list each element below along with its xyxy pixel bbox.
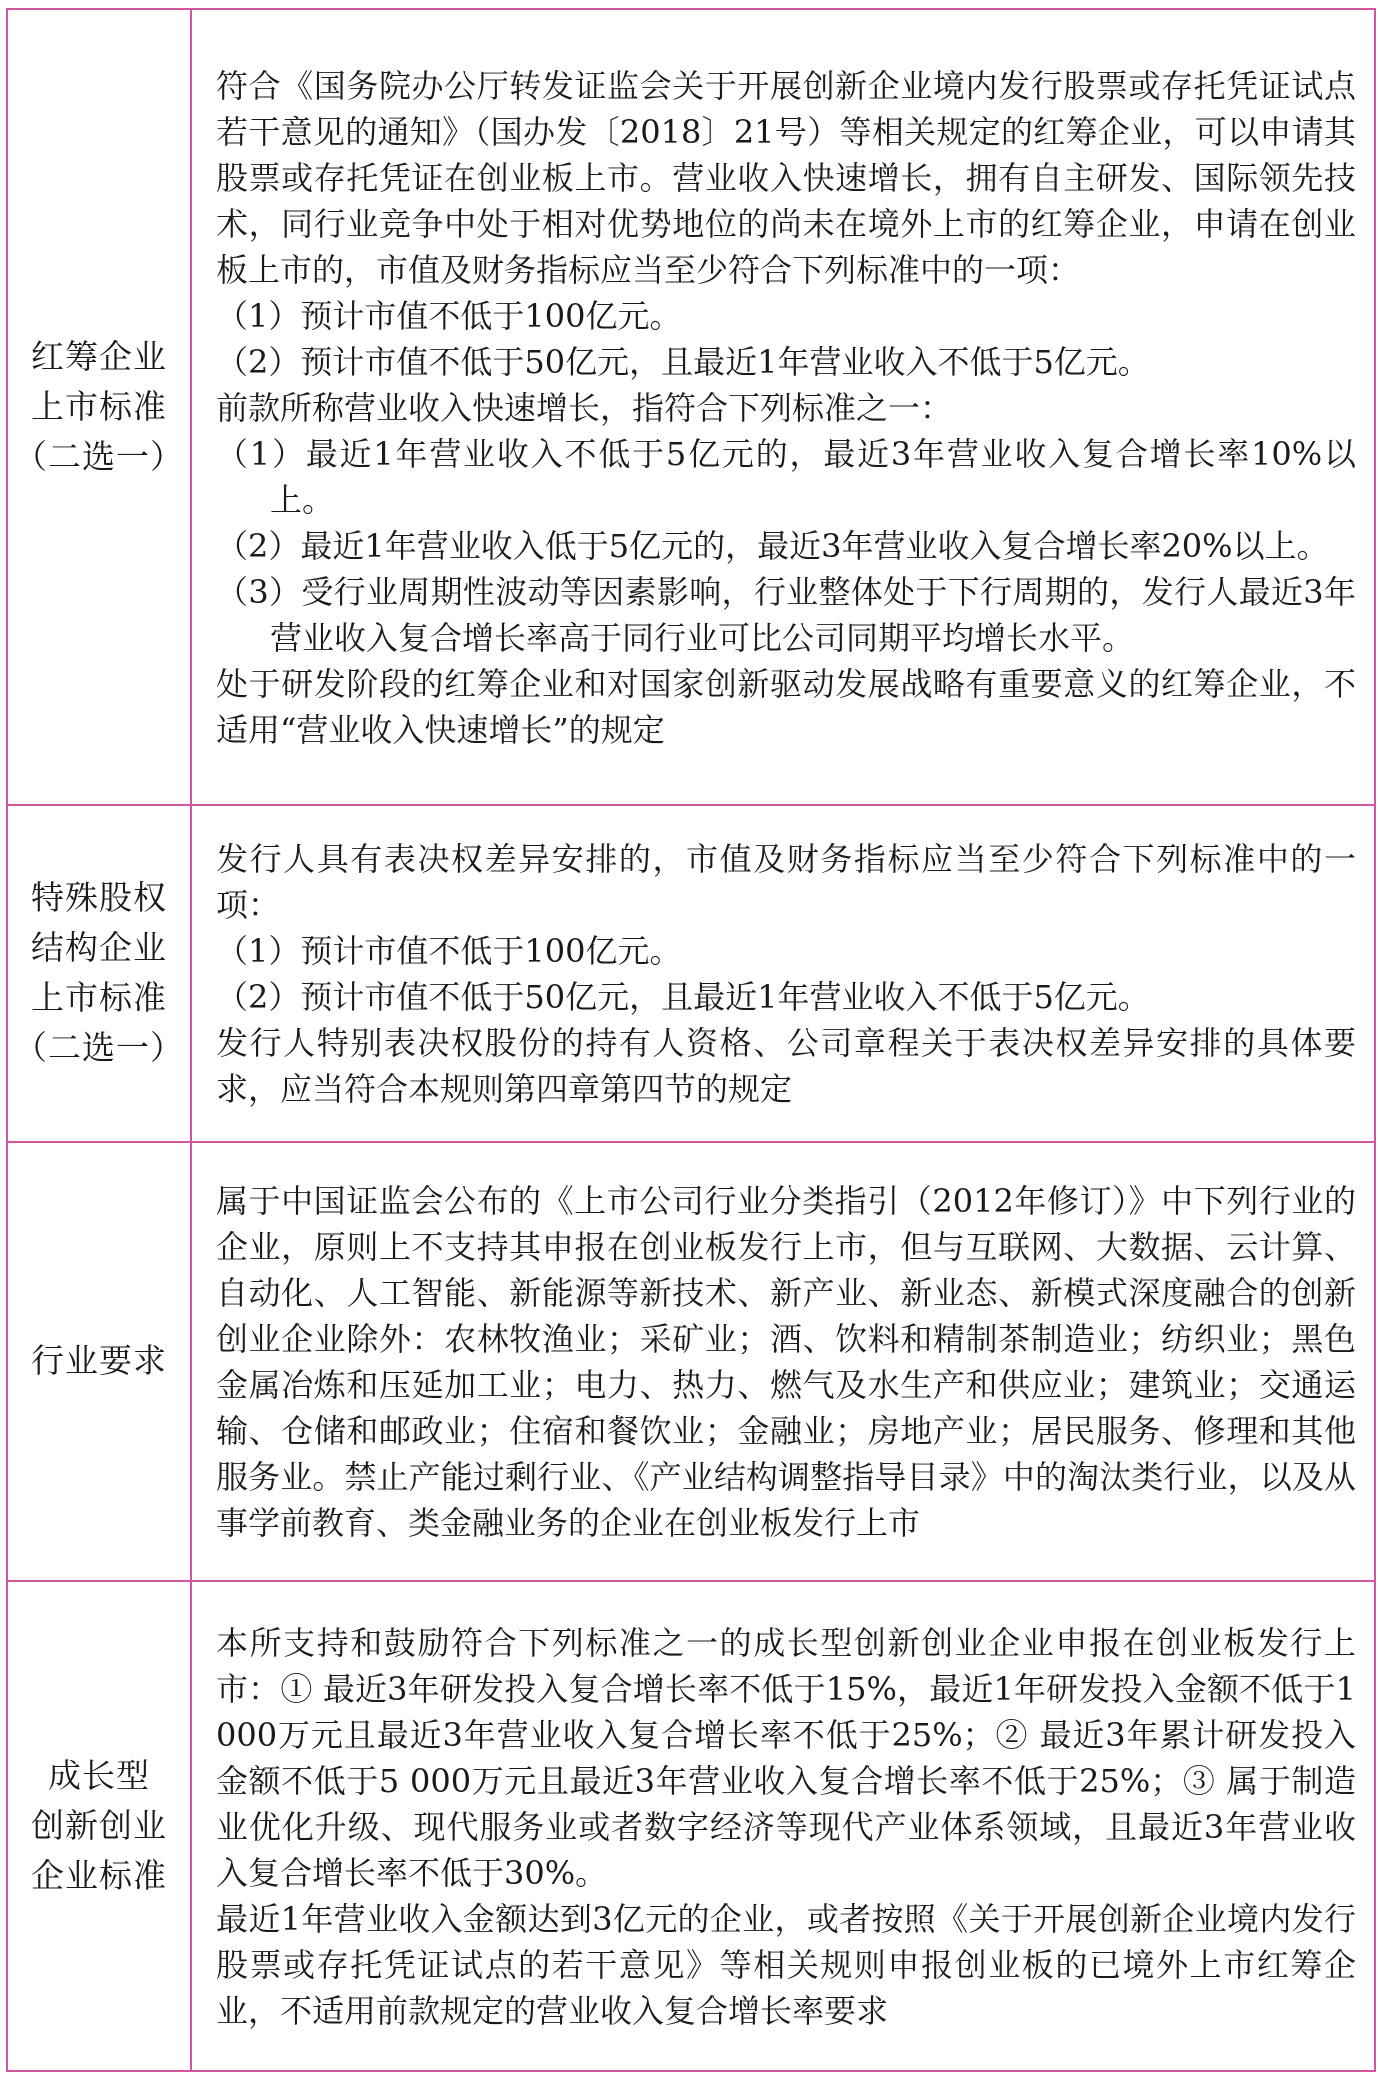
list-item: （1）预计市值不低于100亿元。	[216, 296, 682, 335]
paragraph: 处于研发阶段的红筹企业和对国家创新驱动发展战略有重要意义的红筹企业，不适用“营业收入快速增长”的规定	[216, 664, 1356, 749]
row-label-line: （二选一）	[14, 436, 184, 476]
list-item: （2）最近1年营业收入低于5亿元的，最近3年营业收入复合增长率20%以上。	[216, 526, 1329, 565]
row-label-cell	[7, 1581, 191, 2071]
list-item: （1）预计市值不低于100亿元。	[216, 932, 682, 971]
row-content-cell	[191, 1581, 1375, 2071]
table-row	[7, 1142, 1375, 1581]
paragraph: 最近1年营业收入金额达到3亿元的企业，或者按照《关于开展创新企业境内发行股票或存托凭证试点的若干意见》等相关规则申报创业板的已境外上市红筹企业，不适用前款规定的营业收入复合增长率要求	[216, 1899, 1356, 2030]
row-content-cell	[191, 805, 1375, 1142]
row-label	[14, 1336, 184, 1386]
row-label-line: 企业标准	[31, 1855, 167, 1895]
row-label-line: 成长型	[48, 1755, 150, 1795]
list-item: （3）受行业周期性波动等因素影响，行业整体处于下行周期的，发行人最近3年营业收入复合增长率高于同行业可比公司同期平均增长水平。	[216, 572, 1356, 657]
row-label-line: 特殊股权	[31, 878, 167, 918]
table-row	[7, 805, 1375, 1142]
paragraph: 发行人特别表决权股份的持有人资格、公司章程关于表决权差异安排的具体要求，应当符合本规则第四章第四节的规定	[216, 1024, 1356, 1109]
row-label-cell	[7, 1142, 191, 1581]
table-row	[7, 1581, 1375, 2071]
row-label-line: 创新创业	[31, 1805, 167, 1845]
list-item: （2）预计市值不低于50亿元，且最近1年营业收入不低于5亿元。	[216, 342, 1150, 381]
row-label-cell	[7, 9, 191, 805]
listing-criteria-table	[6, 8, 1376, 2072]
paragraph: 发行人具有表决权差异安排的，市值及财务指标应当至少符合下列标准中的一项：	[216, 840, 1356, 925]
table-body	[7, 9, 1375, 2071]
row-label	[14, 332, 184, 482]
list-item: （1）最近1年营业收入不低于5亿元的，最近3年营业收入复合增长率10%以上。	[216, 434, 1356, 519]
table-row	[7, 9, 1375, 805]
row-label-line: 行业要求	[31, 1341, 167, 1381]
paragraph: 符合《国务院办公厅转发证监会关于开展创新企业境内发行股票或存托凭证试点若干意见的通知》（国办发〔2018〕21号）等相关规定的红筹企业，可以申请其股票或存托凭证在创业板上市。营业收入快速增长，拥有自主研发、国际领先技术，同行业竞争中处于相对优势地位的尚未在境外上市的红筹企业，申请在创业板上市的，市值及财务指标应当至少符合下列标准中的一项：	[216, 66, 1356, 289]
row-label-line: 上市标准	[31, 386, 167, 426]
row-label-line: （二选一）	[14, 1028, 184, 1068]
row-label	[14, 1751, 184, 1901]
row-content-cell	[191, 9, 1375, 805]
row-label	[14, 873, 184, 1073]
row-label-cell	[7, 805, 191, 1142]
list-item: （2）预计市值不低于50亿元，且最近1年营业收入不低于5亿元。	[216, 978, 1150, 1017]
row-label-line: 上市标准	[31, 978, 167, 1018]
paragraph: 本所支持和鼓励符合下列标准之一的成长型创新创业企业申报在创业板发行上市：① 最近3年研发投入复合增长率不低于15%，最近1年研发投入金额不低于1 000万元且最近3年营业收入复合增长率不低于25%；② 最近3年累计研发投入金额不低于5 000万元且最近3年营业收入复合增长率不低于25%；③ 属于制造业优化升级、现代服务业或者数字经济等现代产业体系领域，且最近3年营业收入复合增长率不低于30%。	[216, 1623, 1356, 1892]
paragraph: 前款所称营业收入快速增长，指符合下列标准之一：	[216, 388, 953, 427]
row-label-line: 红筹企业	[31, 336, 167, 376]
row-content-cell	[191, 1142, 1375, 1581]
row-label-line: 结构企业	[31, 928, 167, 968]
paragraph: 属于中国证监会公布的《上市公司行业分类指引（2012年修订）》中下列行业的企业，原则上不支持其申报在创业板发行上市，但与互联网、大数据、云计算、自动化、人工智能、新能源等新技术、新产业、新业态、新模式深度融合的创新创业企业除外：农林牧渔业；采矿业；酒、饮料和精制茶制造业；纺织业；黑色金属冶炼和压延加工业；电力、热力、燃气及水生产和供应业；建筑业；交通运输、仓储和邮政业；住宿和餐饮业；金融业；房地产业；居民服务、修理和其他服务业。禁止产能过剩行业、《产业结构调整指导目录》中的淘汰类行业，以及从事学前教育、类金融业务的企业在创业板发行上市	[216, 1182, 1356, 1543]
